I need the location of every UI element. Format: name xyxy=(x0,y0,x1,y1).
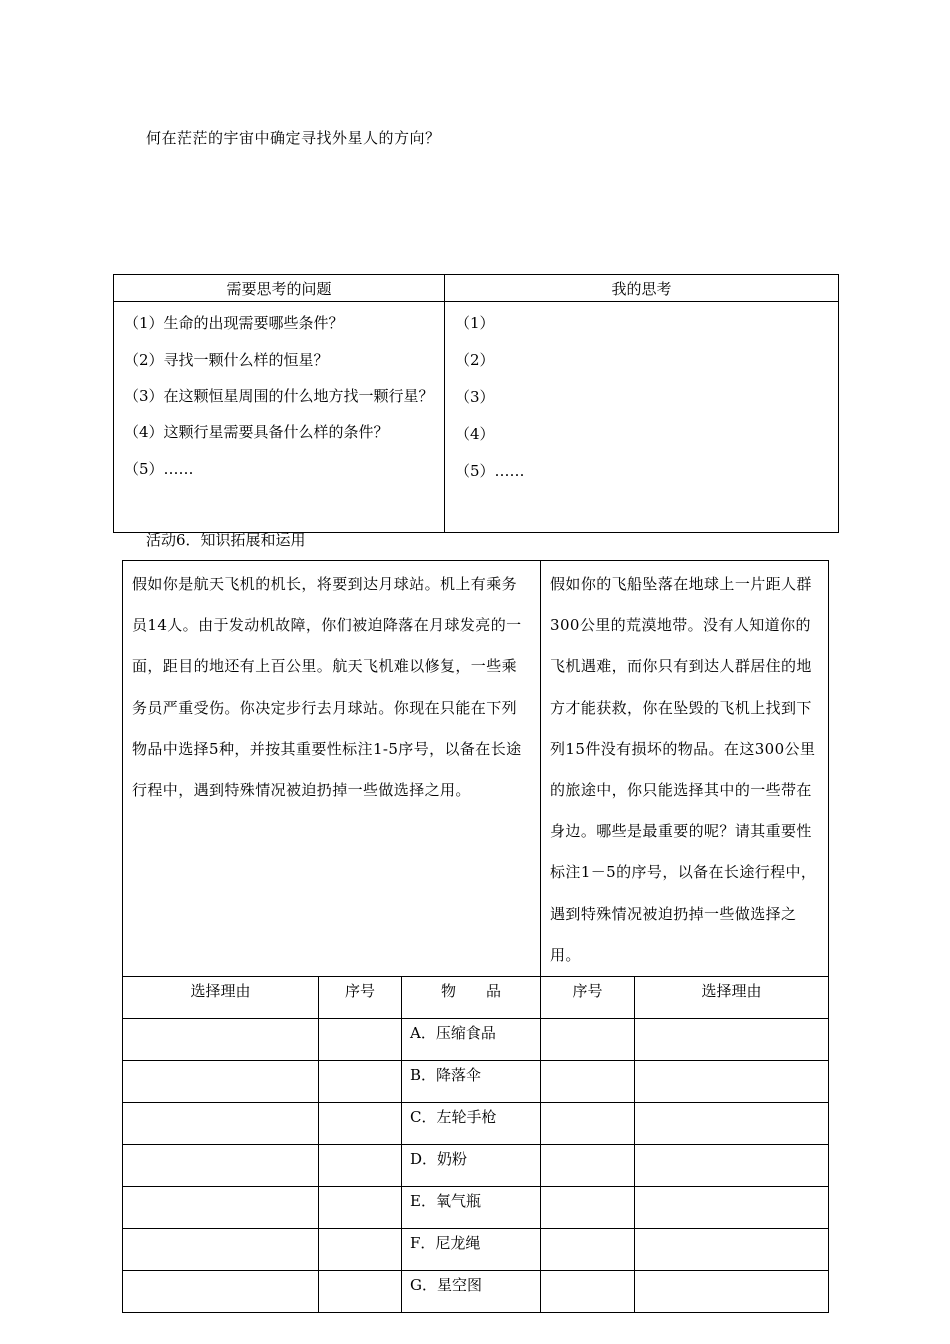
scenario-moon: 假如你是航天飞机的机长，将要到达月球站。机上有乘务员14人。由于发动机故障，你们被迫降落在月球发亮的一面，距目的地还有上百公里。航天飞机难以修复，一些乘务员严重受伤。你决定步行去月球站。你现在只能在下列物品中选择5种，并按其重要性标注1-5序号，以备在长途行程中，遇到特殊情况被迫扔掉一些做选择之用。 xyxy=(123,561,541,977)
table-row xyxy=(123,1229,829,1271)
reason-left-cell[interactable] xyxy=(123,1103,319,1145)
question-1: （1）生命的出现需要哪些条件？ xyxy=(124,314,344,332)
header-order-right: 序号 xyxy=(541,977,635,1019)
item-cell: D．奶粉 xyxy=(402,1145,541,1187)
reason-left-cell[interactable] xyxy=(123,1187,319,1229)
answers-cell[interactable] xyxy=(445,302,839,533)
order-right-cell[interactable] xyxy=(541,1103,635,1145)
order-right-cell[interactable] xyxy=(541,1271,635,1313)
table-row xyxy=(123,1271,829,1313)
header-order-left: 序号 xyxy=(319,977,402,1019)
reason-right-cell[interactable] xyxy=(635,1145,829,1187)
reason-left-cell[interactable] xyxy=(123,1019,319,1061)
question-5: （5）…… xyxy=(124,460,194,478)
table-row xyxy=(123,1187,829,1229)
table-row xyxy=(123,1145,829,1187)
order-left-cell[interactable] xyxy=(319,1229,402,1271)
reason-left-cell[interactable] xyxy=(123,1145,319,1187)
order-left-cell[interactable] xyxy=(319,1187,402,1229)
intro-question: 何在茫茫的宇宙中确定寻找外星人的方向？ xyxy=(146,129,441,147)
answer-2: （2） xyxy=(455,351,495,369)
header-questions: 需要思考的问题 xyxy=(114,275,445,302)
reason-left-cell[interactable] xyxy=(123,1229,319,1271)
answer-3: （3） xyxy=(455,388,495,406)
header-reason-left: 选择理由 xyxy=(123,977,319,1019)
header-my-thoughts: 我的思考 xyxy=(445,275,839,302)
survival-task-table xyxy=(122,560,829,1313)
order-left-cell[interactable] xyxy=(319,1271,402,1313)
table-row xyxy=(123,1061,829,1103)
table-row xyxy=(123,1019,829,1061)
item-cell: G．星空图 xyxy=(402,1271,541,1313)
reason-right-cell[interactable] xyxy=(635,1103,829,1145)
reason-right-cell[interactable] xyxy=(635,1229,829,1271)
question-4: （4）这颗行星需要具备什么样的条件？ xyxy=(124,423,389,441)
reason-left-cell[interactable] xyxy=(123,1061,319,1103)
header-items: 物 品 xyxy=(402,977,541,1019)
order-right-cell[interactable] xyxy=(541,1019,635,1061)
item-cell: B．降落伞 xyxy=(402,1061,541,1103)
answer-4: （4） xyxy=(455,425,495,443)
order-left-cell[interactable] xyxy=(319,1019,402,1061)
thinking-table xyxy=(113,274,839,533)
order-left-cell[interactable] xyxy=(319,1145,402,1187)
item-cell: A．压缩食品 xyxy=(402,1019,541,1061)
reason-left-cell[interactable] xyxy=(123,1271,319,1313)
item-cell: C．左轮手枪 xyxy=(402,1103,541,1145)
scenario-desert: 假如你的飞船坠落在地球上一片距人群300公里的荒漠地带。没有人知道你的飞机遇难，而你只有到达人群居住的地方才能获救，你在坠毁的飞机上找到下列15件没有损坏的物品。在这300公里的旅途中，你只能选择其中的一些带在身边。哪些是最重要的呢？请其重要性标注1－5的序号，以备在长途行程中，遇到特殊情况被迫扔掉一些做选择之用。 xyxy=(541,561,829,977)
order-right-cell[interactable] xyxy=(541,1229,635,1271)
question-3: （3）在这颗恒星周围的什么地方找一颗行星？ xyxy=(124,387,434,405)
order-right-cell[interactable] xyxy=(541,1061,635,1103)
answer-1: （1） xyxy=(455,314,495,332)
activity-title: 活动6．知识拓展和运用 xyxy=(146,531,306,549)
answer-5: （5）…… xyxy=(455,462,525,480)
reason-right-cell[interactable] xyxy=(635,1019,829,1061)
order-left-cell[interactable] xyxy=(319,1103,402,1145)
reason-right-cell[interactable] xyxy=(635,1061,829,1103)
table-row xyxy=(123,1103,829,1145)
order-right-cell[interactable] xyxy=(541,1187,635,1229)
item-cell: F．尼龙绳 xyxy=(402,1229,541,1271)
order-left-cell[interactable] xyxy=(319,1061,402,1103)
question-2: （2）寻找一颗什么样的恒星？ xyxy=(124,351,329,369)
reason-right-cell[interactable] xyxy=(635,1187,829,1229)
reason-right-cell[interactable] xyxy=(635,1271,829,1313)
questions-cell xyxy=(114,302,445,533)
order-right-cell[interactable] xyxy=(541,1145,635,1187)
header-reason-right: 选择理由 xyxy=(635,977,829,1019)
item-cell: E．氧气瓶 xyxy=(402,1187,541,1229)
